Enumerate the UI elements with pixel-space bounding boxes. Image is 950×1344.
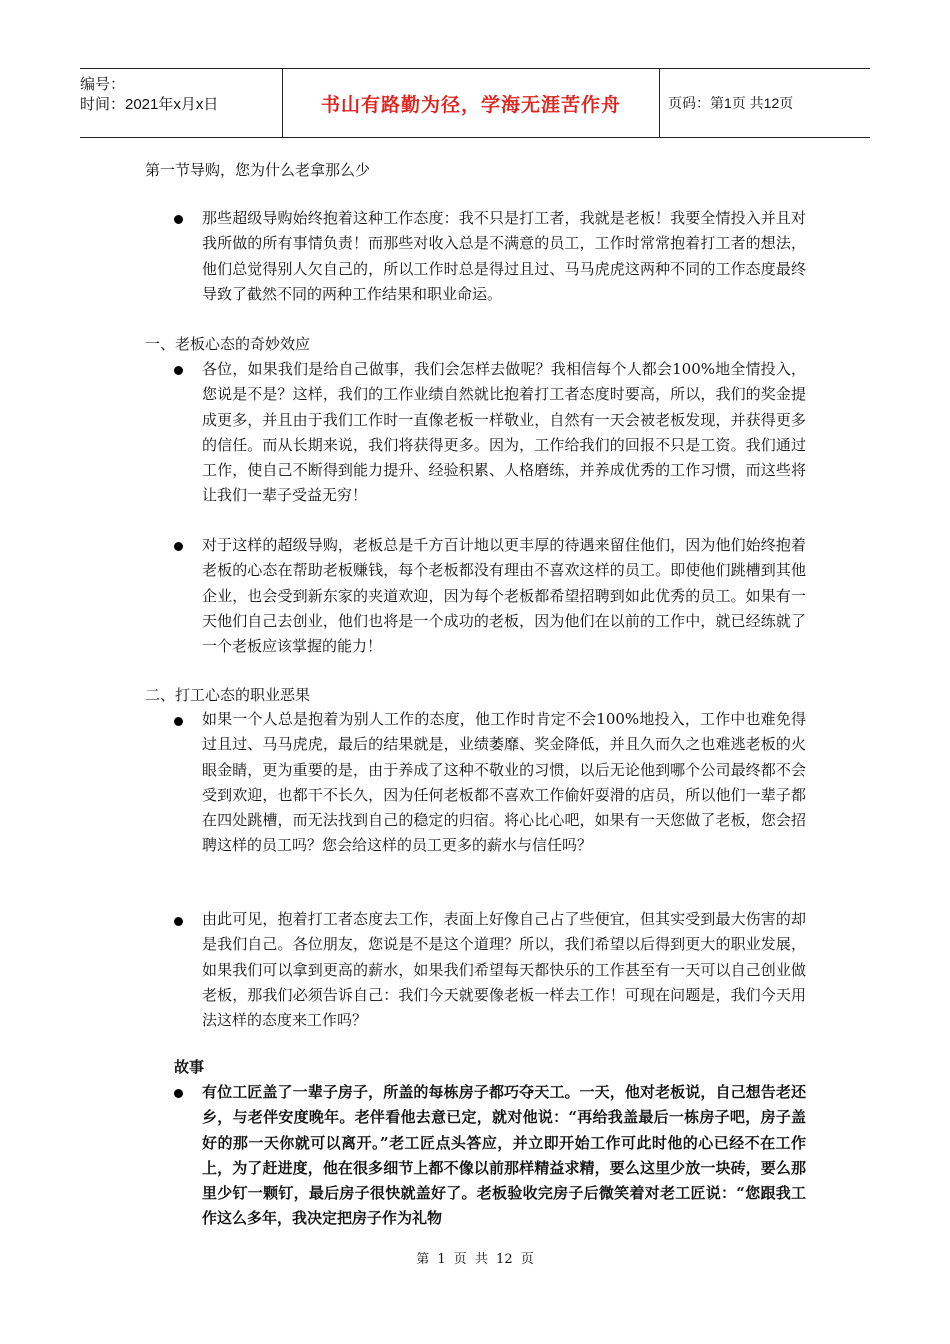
header-meta	[80, 69, 282, 137]
section-title-1: 一、老板心态的奇妙效应	[145, 335, 311, 353]
bullet-icon	[174, 917, 183, 926]
date-label: 时间：2021年x月x日	[80, 96, 219, 113]
section-title-2: 二、打工心态的职业恶果	[145, 686, 311, 704]
paragraph-1-1: 各位，如果我们是给自己做事，我们会怎样去做呢？我相信每个人都会100%地全情投入，您说是不是？这样，我们的工作业绩自然就比抱着打工者态度时要高，所以，我们的奖金提成更多，并且由于我们工作时一直像老板一样敬业，自然有一天会被老板发现，并获得更多的信任。而从长期来说，我们将获得更多。因为，工作给我们的回报不只是工资。我们通过工作，使自己不断得到能力提升、经验积累、人格磨练，并养成优秀的工作习惯，而这些将让我们一辈子受益无穷！	[202, 360, 806, 505]
section-title-intro: 第一节导购，您为什么老拿那么少	[145, 161, 371, 179]
bullet-icon	[174, 542, 183, 551]
header-motto: 书山有路勤为径，学海无涯苦作舟	[282, 69, 660, 137]
story-title: 故事	[174, 1058, 205, 1076]
page-footer: 第 1 页 共 12 页	[416, 1252, 534, 1267]
paragraph-story-1: 有位工匠盖了一辈子房子，所盖的每栋房子都巧夺天工。一天，他对老板说，自己想告老还乡，与老伴安度晚年。老伴看他去意已定，就对他说：“再给我盖最后一栋房子吧，房子盖好的那一天你就可以离开。”老工匠点头答应，并立即开始工作可此时他的心已经不在工作上，为了赶进度，他在很多细节上都不像以前那样精益求精，要么这里少放一块砖，要么那里少钉一颗钉，最后房子很快就盖好了。老板验收完房子后微笑着对老工匠说：“您跟我工作这么多年，我决定把房子作为礼物	[202, 1083, 806, 1228]
paragraph-2-1: 如果一个人总是抱着为别人工作的态度，他工作时肯定不会100%地投入，工作中也难免得过且过、马马虎虎，最后的结果就是，业绩萎靡、奖金降低，并且久而久之也难逃老板的火眼金睛，更为重要的是，由于养成了这种不敬业的习惯，以后无论他到哪个公司最终都不会受到欢迎，也都干不长久，因为任何老板都不喜欢工作偷奸耍滑的店员，所以他们一辈子都在四处跳槽，而无法找到自己的稳定的归宿。将心比心吧，如果有一天您做了老板，您会招聘这样的员工吗？您会给这样的员工更多的薪水与信任吗？	[202, 710, 806, 855]
header-page-info: 页码：第1页 共12页	[668, 95, 794, 111]
bullet-icon	[174, 215, 183, 224]
paragraph-2-2: 由此可见，抱着打工者态度去工作，表面上好像自己占了些便宜，但其实受到最大伤害的却是我们自己。各位朋友，您说是不是这个道理？所以，我们希望以后得到更大的职业发展，如果我们可以拿到更高的薪水，如果我们希望每天都快乐的工作甚至有一天可以自己创业做老板，那我们必须告诉自己：我们今天就要像老板一样去工作！可现在问题是，我们今天用法这样的态度来工作吗？	[202, 910, 806, 1030]
paragraph-intro-1: 那些超级导购始终抱着这种工作态度：我不只是打工者，我就是老板！我要全情投入并且对我所做的所有事情负责！而那些对收入总是不满意的员工，工作时常常抱着打工者的想法，他们总觉得别人欠自己的，所以工作时总是得过且过、马马虎虎这两种不同的工作态度最终导致了截然不同的两种工作结果和职业命运。	[202, 209, 806, 303]
number-label: 编号：	[80, 76, 126, 93]
bullet-icon	[174, 366, 183, 375]
page-header	[80, 68, 870, 138]
paragraph-1-2: 对于这样的超级导购，老板总是千方百计地以更丰厚的待遇来留住他们，因为他们始终抱着老板的心态在帮助老板赚钱，每个老板都没有理由不喜欢这样的员工。即使他们跳槽到其他企业，也会受到新东家的夹道欢迎，因为每个老板都希望招聘到如此优秀的员工。如果有一天他们自己去创业，他们也将是一个成功的老板，因为他们在以前的工作中，就已经练就了一个老板应该掌握的能力！	[202, 536, 806, 656]
bullet-icon	[174, 717, 183, 726]
bullet-icon	[174, 1089, 183, 1098]
